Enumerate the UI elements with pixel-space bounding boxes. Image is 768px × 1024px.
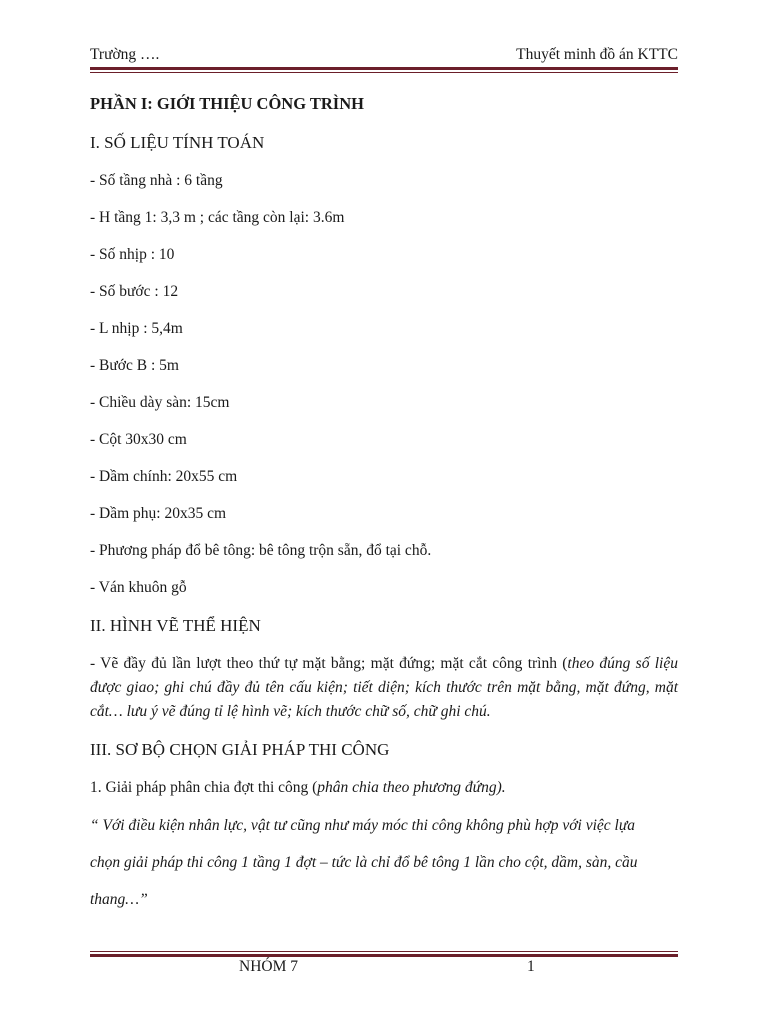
spec-item: - Chiều dày sàn: 15cm: [90, 394, 230, 411]
spec-item: - Ván khuôn gỗ: [90, 579, 187, 596]
header-left-text: Trường ….: [90, 46, 160, 63]
spec-item: - Số tầng nhà : 6 tầng: [90, 172, 223, 189]
page-header: [90, 46, 678, 64]
drawing-instructions: - Vẽ đầy đủ lần lượt theo thứ tự mặt bằng; mặt đứng; mặt cắt công trình (theo đúng số liệu được giao; ghi chú đầy đủ tên cấu kiện; tiết diện; kích thước trên mặt bằng, mặt đứng, mặt cắt… lưu ý vẽ đúng tỉ lệ hình vẽ; kích thước chữ số, chữ ghi chú.: [90, 655, 678, 720]
spec-item: - Số nhịp : 10: [90, 246, 175, 263]
spec-item: - Bước B : 5m: [90, 357, 179, 374]
section2-title: II. HÌNH VẼ THỂ HIỆN: [90, 616, 261, 635]
drawing-instructions-italic: theo đúng số liệu được giao; ghi chú đầy đủ tên cấu kiện; tiết diện; kích thước trên mặt bằng, mặt đứng, mặt cắt… lưu ý vẽ đúng tỉ lệ hình vẽ; kích thước chữ số, chữ ghi chú.: [90, 655, 678, 720]
quote-line: chọn giải pháp thi công 1 tầng 1 đợt – tức là chỉ đổ bê tông 1 lần cho cột, dầm, sàn, cầu: [90, 854, 638, 871]
spec-item: - L nhịp : 5,4m: [90, 320, 183, 337]
spec-item: - Dầm phụ: 20x35 cm: [90, 505, 227, 522]
quote-line: thang…”: [90, 891, 148, 908]
part-title: PHẦN I: GIỚI THIỆU CÔNG TRÌNH: [90, 94, 364, 113]
subsection-title: 1. Giải pháp phân chia đợt thi công (phân chia theo phương đứng).: [90, 779, 506, 796]
quote-line: “ Với điều kiện nhân lực, vật tư cũng như máy móc thi công không phù hợp với việc lựa: [90, 817, 636, 834]
spec-item: - Dầm chính: 20x55 cm: [90, 468, 238, 485]
header-right-text: Thuyết minh đồ án KTTC: [516, 46, 678, 63]
footer-divider: [90, 951, 678, 957]
section3-title: III. SƠ BỘ CHỌN GIẢI PHÁP THI CÔNG: [90, 740, 390, 759]
header-divider: [90, 67, 678, 73]
spec-item: - Cột 30x30 cm: [90, 431, 187, 448]
spec-item: - Số bước : 12: [90, 283, 179, 300]
footer-group-label: NHÓM 7: [239, 958, 298, 975]
spec-item: - H tầng 1: 3,3 m ; các tầng còn lại: 3.6m: [90, 209, 345, 226]
page-number: 1: [527, 958, 535, 975]
section1-title: I. SỐ LIỆU TÍNH TOÁN: [90, 133, 265, 152]
spec-item: - Phương pháp đổ bê tông: bê tông trộn sẵn, đổ tại chỗ.: [90, 542, 432, 559]
